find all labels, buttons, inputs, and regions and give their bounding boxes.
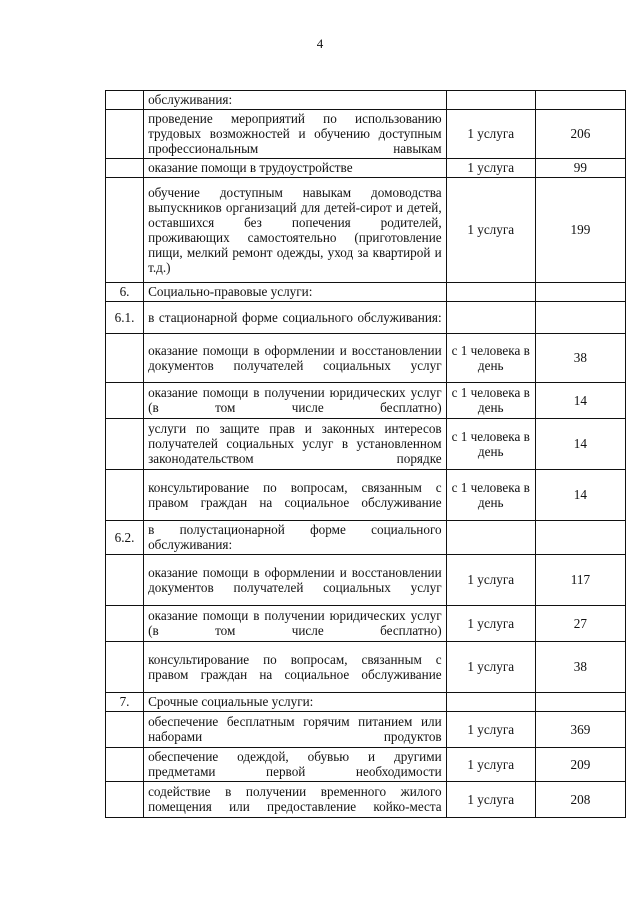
section-row: [106, 693, 626, 712]
section-number: 7.: [106, 693, 144, 712]
table-row: [106, 159, 626, 178]
service-name: оказание помощи в оформлении и восстановлении документов получателей социальных услуг: [144, 334, 447, 383]
row-number: [106, 178, 144, 283]
subsection-row: [106, 302, 626, 334]
subsection-number: 6.2.: [106, 521, 144, 555]
row-number: [106, 642, 144, 693]
service-unit: с 1 человека в день: [446, 419, 535, 470]
service-quantity: [535, 91, 625, 110]
service-name: содействие в получении временного жилого помещения или предоставление койко-места: [144, 782, 447, 818]
subsection-title: в полустационарной форме социального обслуживания:: [144, 521, 447, 555]
service-quantity: 14: [535, 383, 625, 419]
service-quantity: 209: [535, 748, 625, 782]
service-name: обучение доступным навыкам домоводства выпускников организаций для детей-сирот и детей, оставшихся без попечения родителей, проживающих самостоятельно (приготовление пищи, мелкий ремонт одежды, уход за квартирой и т.д.): [144, 178, 447, 283]
service-unit: [446, 521, 535, 555]
table-row: [106, 555, 626, 606]
table-row: [106, 334, 626, 383]
row-number: [106, 470, 144, 521]
service-quantity: 38: [535, 334, 625, 383]
row-number: [106, 383, 144, 419]
service-unit: [446, 283, 535, 302]
service-unit: [446, 91, 535, 110]
service-quantity: [535, 302, 625, 334]
service-quantity: [535, 521, 625, 555]
service-unit: 1 услуга: [446, 748, 535, 782]
row-number: [106, 110, 144, 159]
service-name: консультирование по вопросам, связанным с правом граждан на социальное обслуживание: [144, 470, 447, 521]
service-quantity: [535, 693, 625, 712]
table-row: [106, 606, 626, 642]
service-name: оказание помощи в получении юридических услуг (в том числе бесплатно): [144, 383, 447, 419]
service-quantity: 27: [535, 606, 625, 642]
service-unit: 1 услуга: [446, 782, 535, 818]
service-unit: 1 услуга: [446, 642, 535, 693]
row-number: [106, 419, 144, 470]
table-row: [106, 419, 626, 470]
service-unit: с 1 человека в день: [446, 470, 535, 521]
row-number: [106, 712, 144, 748]
service-name: обеспечение бесплатным горячим питанием или наборами продуктов: [144, 712, 447, 748]
section-row: [106, 283, 626, 302]
service-unit: 1 услуга: [446, 110, 535, 159]
service-name: услуги по защите прав и законных интересов получателей социальных услуг в установленном законодательством порядке: [144, 419, 447, 470]
table-row: [106, 470, 626, 521]
service-unit: с 1 человека в день: [446, 383, 535, 419]
row-number: [106, 334, 144, 383]
service-quantity: 38: [535, 642, 625, 693]
services-table: [105, 90, 626, 818]
service-name: проведение мероприятий по использованию трудовых возможностей и обучению доступным профессиональным навыкам: [144, 110, 447, 159]
service-name: обеспечение одеждой, обувью и другими предметами первой необходимости: [144, 748, 447, 782]
service-quantity: 206: [535, 110, 625, 159]
service-name: консультирование по вопросам, связанным с правом граждан на социальное обслуживание: [144, 642, 447, 693]
service-quantity: 208: [535, 782, 625, 818]
service-unit: 1 услуга: [446, 712, 535, 748]
service-name: оказание помощи в трудоустройстве: [144, 159, 447, 178]
section-title: Срочные социальные услуги:: [144, 693, 447, 712]
table-row: [106, 178, 626, 283]
row-number: [106, 782, 144, 818]
page-number: 4: [316, 36, 324, 51]
service-unit: 1 услуга: [446, 159, 535, 178]
row-number: [106, 606, 144, 642]
table-row: [106, 748, 626, 782]
row-number: [106, 748, 144, 782]
service-unit: [446, 693, 535, 712]
row-number: [106, 91, 144, 110]
service-quantity: 14: [535, 470, 625, 521]
table-row: [106, 642, 626, 693]
service-unit: 1 услуга: [446, 555, 535, 606]
service-unit: [446, 302, 535, 334]
service-unit: 1 услуга: [446, 178, 535, 283]
service-name: обслуживания:: [144, 91, 447, 110]
subsection-row: [106, 521, 626, 555]
table-row: [106, 383, 626, 419]
subsection-title: в стационарной форме социального обслуживания:: [144, 302, 447, 334]
subsection-number: 6.1.: [106, 302, 144, 334]
service-name: оказание помощи в оформлении и восстановлении документов получателей социальных услуг: [144, 555, 447, 606]
service-quantity: 369: [535, 712, 625, 748]
section-number: 6.: [106, 283, 144, 302]
row-number: [106, 555, 144, 606]
row-number: [106, 159, 144, 178]
service-unit: 1 услуга: [446, 606, 535, 642]
table-row: [106, 782, 626, 818]
service-quantity: 199: [535, 178, 625, 283]
service-quantity: 117: [535, 555, 625, 606]
table-row: [106, 110, 626, 159]
service-quantity: 99: [535, 159, 625, 178]
service-quantity: 14: [535, 419, 625, 470]
section-title: Социально-правовые услуги:: [144, 283, 447, 302]
service-name: оказание помощи в получении юридических услуг (в том числе бесплатно): [144, 606, 447, 642]
service-quantity: [535, 283, 625, 302]
service-unit: с 1 человека в день: [446, 334, 535, 383]
table-row: [106, 712, 626, 748]
table-row: [106, 91, 626, 110]
